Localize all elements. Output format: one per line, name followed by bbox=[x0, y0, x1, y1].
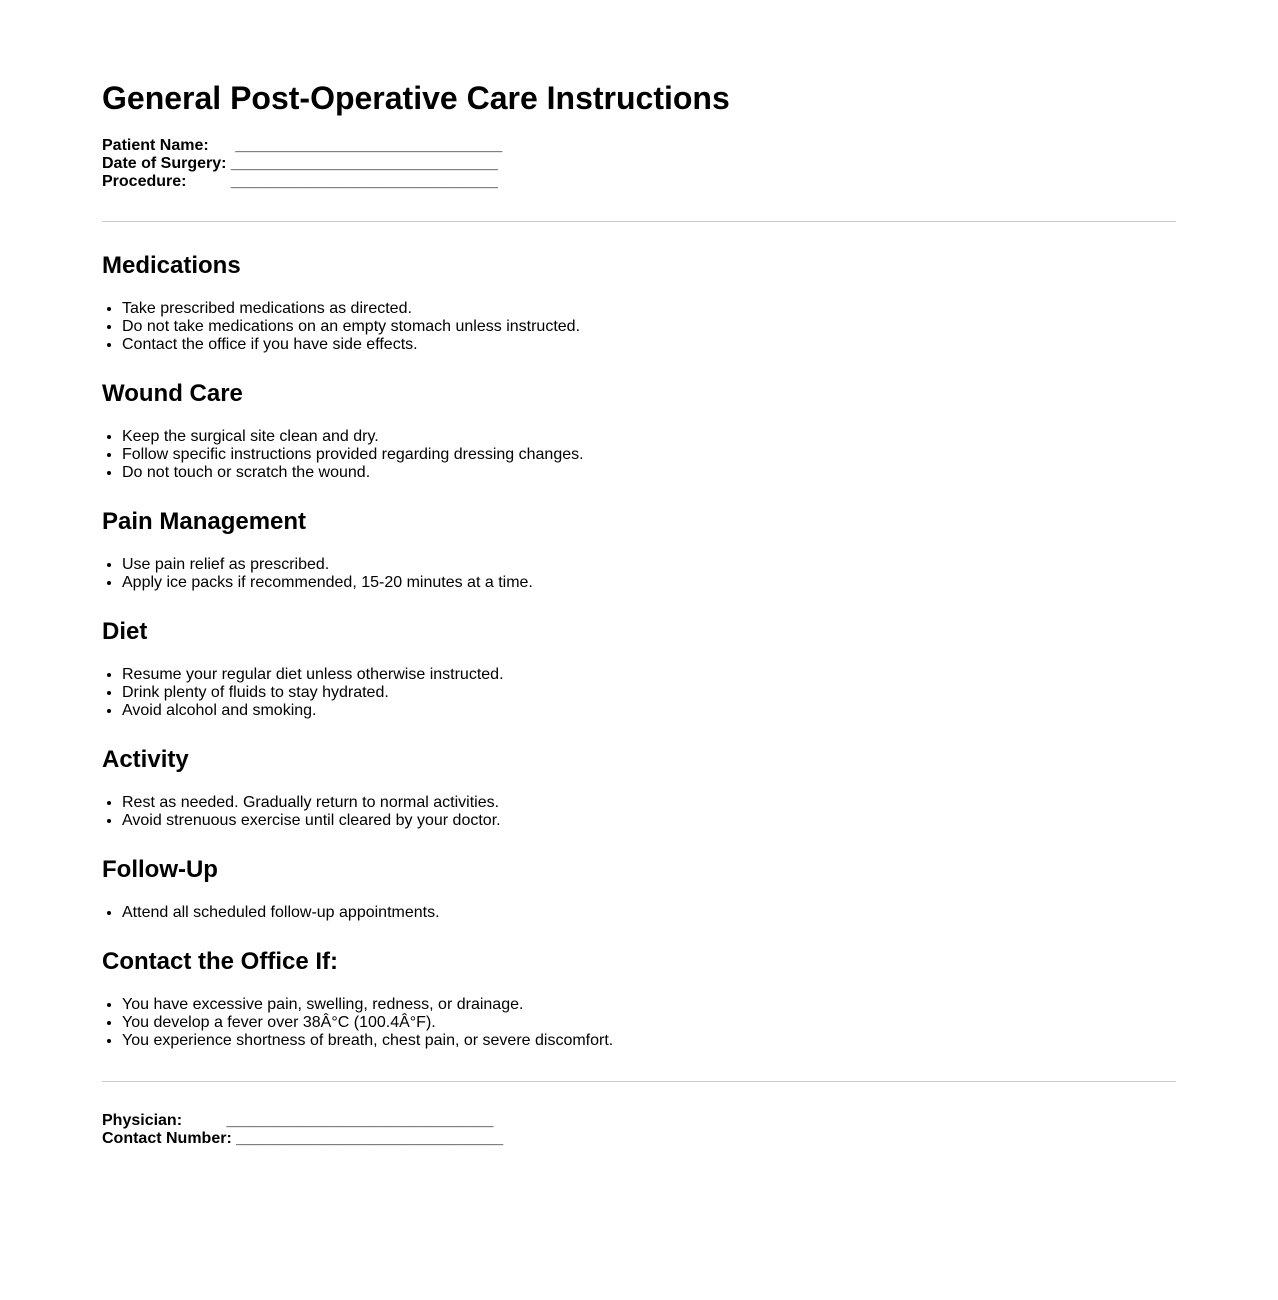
contact-number-row bbox=[102, 1130, 1176, 1148]
page-title: General Post-Operative Care Instructions bbox=[102, 80, 730, 116]
contact-number-label: Contact Number: bbox=[102, 1130, 232, 1147]
section-activity bbox=[102, 746, 1176, 830]
date-of-surgery-row bbox=[102, 155, 1176, 173]
physician-pad bbox=[182, 1112, 226, 1130]
contact-number-field: ______________________________ bbox=[236, 1130, 504, 1147]
section-heading: Follow-Up bbox=[102, 856, 218, 883]
list-item: • Do not touch or scratch the wound. bbox=[122, 464, 1176, 482]
list-item: • Keep the surgical site clean and dry. bbox=[122, 428, 1176, 446]
list-item: • Follow specific instructions provided regarding dressing changes. bbox=[122, 446, 1176, 464]
section-list bbox=[102, 666, 1176, 720]
section-heading: Pain Management bbox=[102, 508, 307, 535]
patient-name-row bbox=[102, 137, 1176, 155]
list-item: • Avoid strenuous exercise until cleared by your doctor. bbox=[122, 812, 1176, 830]
section-wound-care bbox=[102, 380, 1176, 482]
physician-field: ______________________________ bbox=[226, 1112, 494, 1129]
list-item: • Avoid alcohol and smoking. bbox=[122, 702, 1176, 720]
section-list bbox=[102, 904, 1176, 922]
section-list bbox=[102, 556, 1176, 592]
list-item: • You develop a fever over 38Â°C (100.4Â°F). bbox=[122, 1014, 1176, 1032]
section-contact-office bbox=[102, 948, 1176, 1050]
list-item: • Attend all scheduled follow-up appointments. bbox=[122, 904, 1176, 922]
list-item: • Take prescribed medications as directed. bbox=[122, 300, 1176, 318]
list-item: • Drink plenty of fluids to stay hydrated. bbox=[122, 684, 1176, 702]
list-item: • Rest as needed. Gradually return to normal activities. bbox=[122, 794, 1176, 812]
physician-row bbox=[102, 1112, 1176, 1130]
patient-info-block bbox=[102, 137, 1176, 191]
section-list bbox=[102, 794, 1176, 830]
list-item: • Do not take medications on an empty stomach unless instructed. bbox=[122, 318, 1176, 336]
section-pain-management bbox=[102, 508, 1176, 592]
section-diet bbox=[102, 618, 1176, 720]
patient-name-field: ______________________________ bbox=[235, 137, 503, 154]
date-of-surgery-field: ______________________________ bbox=[230, 155, 498, 172]
section-heading: Medications bbox=[102, 252, 241, 279]
section-heading: Contact the Office If: bbox=[102, 948, 339, 975]
section-heading: Diet bbox=[102, 618, 148, 645]
physician-label: Physician: bbox=[102, 1112, 183, 1129]
list-item: • Use pain relief as prescribed. bbox=[122, 556, 1176, 574]
procedure-label: Procedure: bbox=[102, 173, 187, 190]
document-page bbox=[102, 0, 1176, 1148]
section-list bbox=[102, 428, 1176, 482]
procedure-field: ______________________________ bbox=[230, 173, 498, 190]
procedure-pad bbox=[186, 173, 230, 191]
patient-name-label: Patient Name: bbox=[102, 137, 209, 154]
section-list bbox=[102, 996, 1176, 1050]
divider-top bbox=[102, 221, 1176, 222]
section-heading: Wound Care bbox=[102, 380, 243, 407]
list-item: • Apply ice packs if recommended, 15-20 minutes at a time. bbox=[122, 574, 1176, 592]
procedure-row bbox=[102, 173, 1176, 191]
section-medications bbox=[102, 252, 1176, 354]
date-of-surgery-label: Date of Surgery: bbox=[102, 155, 227, 172]
list-item: • You experience shortness of breath, chest pain, or severe discomfort. bbox=[122, 1032, 1176, 1050]
list-item: • Resume your regular diet unless otherwise instructed. bbox=[122, 666, 1176, 684]
list-item: • Contact the office if you have side effects. bbox=[122, 336, 1176, 354]
section-heading: Activity bbox=[102, 746, 189, 773]
patient-name-pad bbox=[209, 137, 236, 155]
section-list bbox=[102, 300, 1176, 354]
section-follow-up bbox=[102, 856, 1176, 922]
divider-bottom bbox=[102, 1081, 1176, 1082]
list-item: • You have excessive pain, swelling, redness, or drainage. bbox=[122, 996, 1176, 1014]
physician-info-block bbox=[102, 1112, 1176, 1148]
